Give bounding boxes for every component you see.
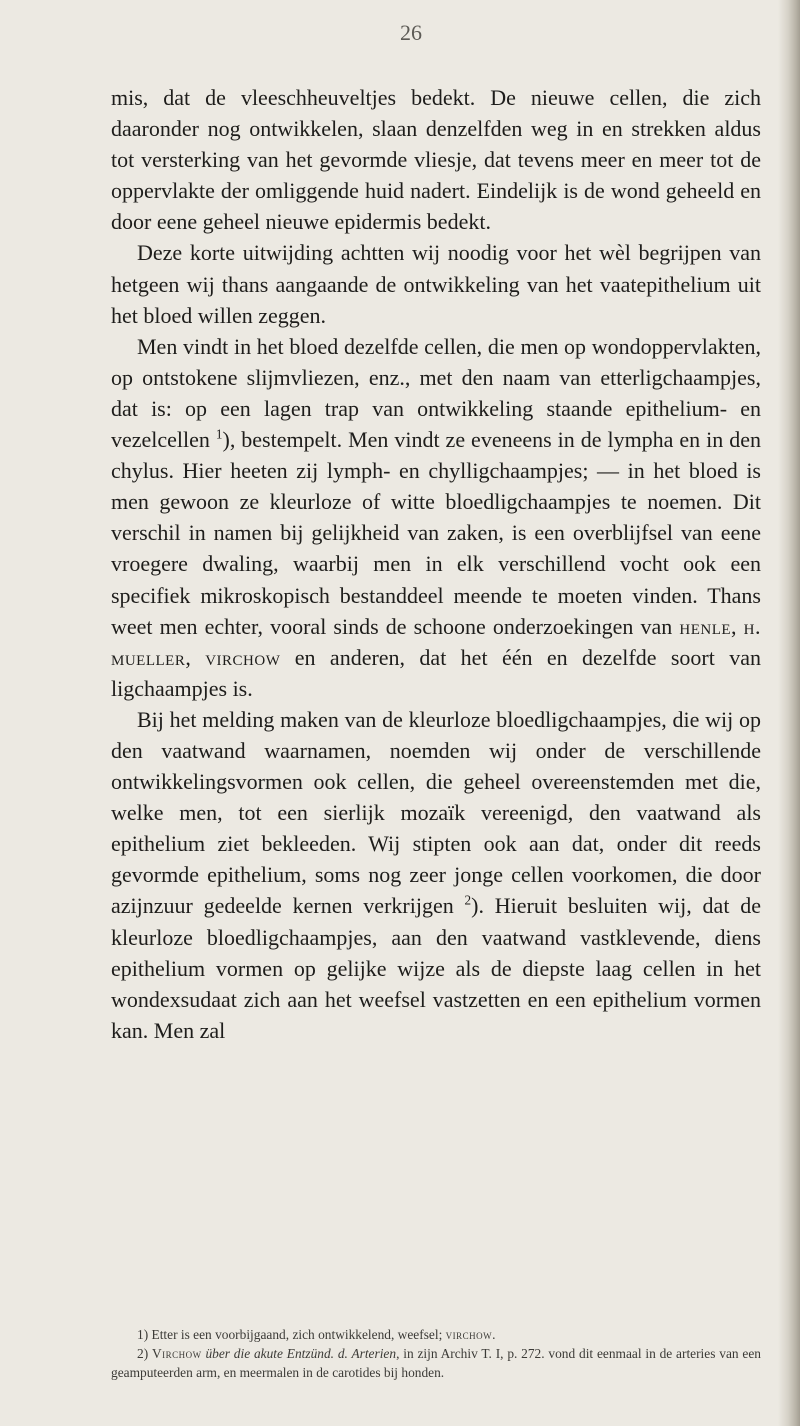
footnote-ref-2[interactable]: 2	[464, 893, 472, 909]
footnote-1-author: virchow	[445, 1327, 493, 1342]
footnote-1: 1) Etter is een voorbijgaand, zich ontwikkelend, weefsel; virchow.	[137, 1327, 496, 1342]
paragraph-2: Deze korte uitwijding achtten wij noodig voor het wèl begrijpen van hetgeen wij thans aangaande de ontwikkeling van het vaatepithelium uit het bloed willen zeggen.	[111, 240, 761, 328]
page-edge-shadow	[778, 0, 800, 1426]
footnote-2: 2) Virchow über die akute Entzünd. d. Arterien, in zijn Archiv T. I, p. 272. vond dit eenmaal in de arteries van een geamputeerden arm, en meermalen in de carotides bij honden.	[111, 1346, 761, 1380]
paragraph-4: Bij het melding maken van de kleurloze bloedligchaampjes, die wij op den vaatwand waarnamen, noemden wij onder de verschillende ontwikkelingsvormen ook cellen, die geheel overeenstemden met die, welke men, tot een sierlijk mozaïk vereenigd, den vaatwand als epithelium ziet bekleeden. Wij stipten ook aan dat, onder dit reeds gevormde epithelium, soms nog zeer jonge cellen voorkomen, die door azijnzuur gedeelde kernen verkrijgen $^2$). Hieruit besluiten wij, dat de kleurloze bloedligchaampjes, aan den vaatwand vastklevende, diens epithelium vormen op gelijke wijze als de diepste laag cellen in het wondexsudaat zich aan het weefsel vastzetten en een epithelium vormen kan. Men zal	[111, 706, 762, 1043]
footnote-2-author: Virchow	[151, 1346, 202, 1361]
author-name-mueller: h. mueller	[111, 613, 762, 670]
footnote-2-title: über die akute Entzünd. d. Arterien	[205, 1346, 397, 1361]
footnote-ref-1[interactable]: 1	[215, 426, 223, 442]
page-number: 26	[400, 20, 422, 45]
body-text	[111, 82, 761, 1046]
footnotes	[111, 1325, 761, 1382]
paragraph-3: Men vindt in het bloed dezelfde cellen, die men op wondoppervlakten, op ontstokene slijmvliezen, enz., met den naam van etterligchaampjes, dat is: op een lagen trap van ontwikkeling staande epithelium- en vezelcellen $^1$), bestempelt. Men vindt ze eveneens in de lympha en in den chylus. Hier heeten zij lymph- en chylligchaampjes; — in het bloed is men gewoon ze kleurloze of witte bloedligchaampjes te noemen. Dit verschil in namen bij gelijkheid van zaken, is een overblijfsel van eene vroegere dwaling, waarbij men in elk verschillend vocht ook een specifiek mikroskopisch bestanddeel meende te moeten vinden. Thans weet men echter, vooral sinds de schoone onderzoekingen van henle, h. mueller, virchow en anderen, dat het één en dezelfde soort van ligchaampjes is.	[111, 333, 762, 701]
paragraph-1: mis, dat de vleeschheuveltjes bedekt. De nieuwe cellen, die zich daaronder nog ontwikkelen, slaan denzelfden weg in en strekken aldus tot versterking van het gevormde vliesje, dat tevens meer en meer tot de oppervlakte der omliggende huid nadert. Eindelijk is de wond geheeld en door eene geheel nieuwe epidermis bedekt.	[111, 85, 761, 235]
author-name-virchow: virchow	[205, 644, 281, 670]
author-name-henle: henle	[679, 613, 732, 639]
